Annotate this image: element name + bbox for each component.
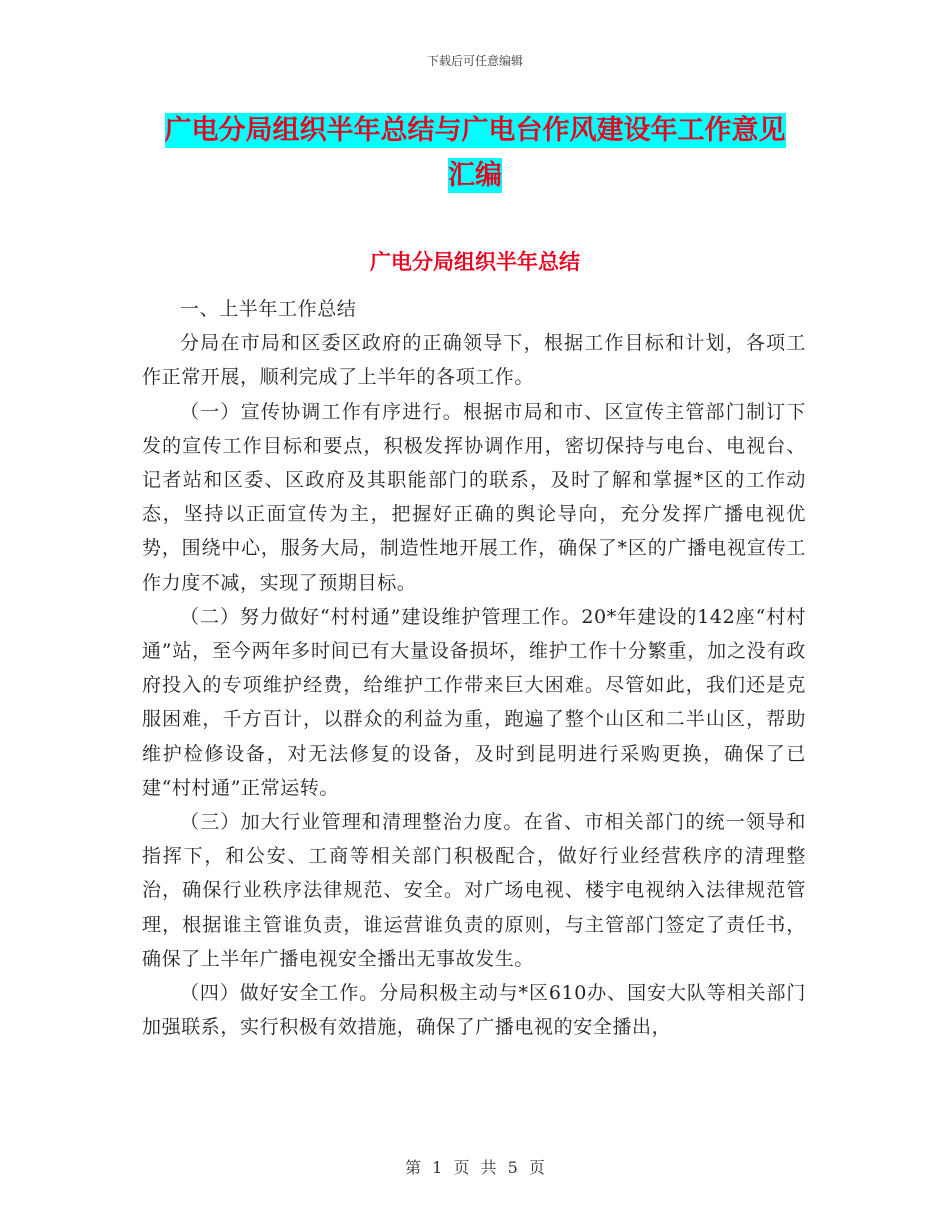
paragraph-heading: 一、上半年工作总结	[180, 298, 357, 320]
page-number-footer: 第 1 页 共 5 页	[405, 1158, 545, 1177]
paragraph: （四）做好安全工作。分局积极主动与*区610办、国安大队等相关部门加强联系，实行积极有效措施，确保了广播电视的安全播出，	[142, 982, 806, 1039]
section-title: 广电分局组织半年总结	[370, 250, 580, 274]
document-title-line1: 广电分局组织半年总结与广电台作风建设年工作意见	[164, 115, 786, 146]
document-body	[142, 292, 806, 1044]
paragraph: （三）加大行业管理和清理整治力度。在省、市相关部门的统一领导和指挥下，和公安、工商等相关部门积极配合，做好行业经营秩序的清理整治，确保行业秩序法律规范、安全。对广场电视、楼宇电视纳入法律规范管理，根据谁主管谁负责，谁运营谁负责的原则，与主管部门签定了责任书，确保了上半年广播电视安全播出无事故发生。	[142, 811, 806, 970]
document-title	[140, 108, 810, 198]
page-header-note: 下载后可任意编辑	[426, 54, 523, 68]
paragraph: （二）努力做好“村村通”建设维护管理工作。20*年建设的142座“村村通”站，至今两年多时间已有大量设备损坏，维护工作十分繁重，加之没有政府投入的专项维护经费，给维护工作带来巨大困难。尽管如此，我们还是克服困难，千方百计，以群众的利益为重，跑遍了整个山区和二半山区，帮助维护检修设备，对无法修复的设备，及时到昆明进行采购更换，确保了已建“村村通”正常运转。	[142, 605, 806, 799]
paragraph: （一）宣传协调工作有序进行。根据市局和市、区宣传主管部门制订下发的宣传工作目标和要点，积极发挥协调作用，密切保持与电台、电视台、记者站和区委、区政府及其职能部门的联系，及时了解和掌握*区的工作动态，坚持以正面宣传为主，把握好正确的舆论导向，充分发挥广播电视优势，围绕中心，服务大局，制造性地开展工作，确保了*区的广播电视宣传工作力度不减，实现了预期目标。	[142, 400, 806, 594]
document-title-line2: 汇编	[448, 160, 502, 191]
paragraph: 分局在市局和区委区政府的正确领导下，根据工作目标和计划，各项工作正常开展，顺利完成了上半年的各项工作。	[142, 332, 806, 389]
